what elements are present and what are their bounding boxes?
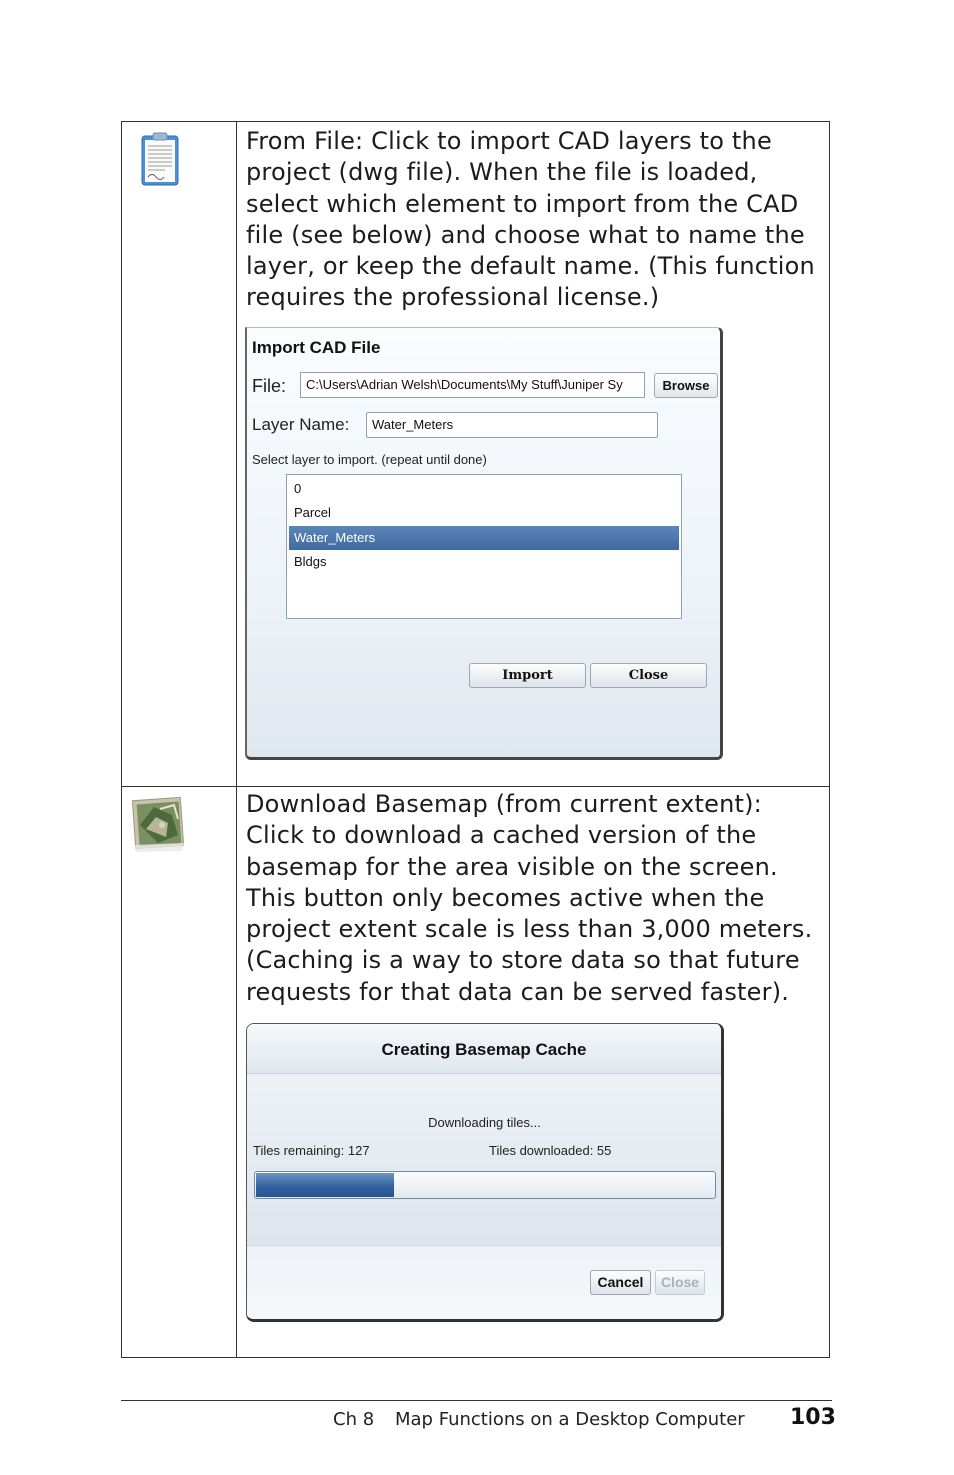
table-row-download-basemap [122,787,829,1357]
progress-bar [254,1171,716,1199]
import-button[interactable]: Import [469,663,586,688]
dialog-title: Import CAD File [252,338,381,357]
cancel-button[interactable]: Cancel [590,1270,651,1295]
import-cad-description: From File: Click to import CAD layers to the project (dwg file). When the file is loaded, select which element to import from the CAD file (see below) and choose what to name the layer, or keep the default name. (This function requires the professional license.) [246,127,815,312]
tiles-downloaded: Tiles downloaded: 55 [489,1143,612,1158]
footer-rule [121,1400,832,1401]
status-text: Downloading tiles... [428,1115,541,1130]
layer-list[interactable] [286,474,682,619]
dialog-header [247,1024,721,1074]
list-item-selected[interactable]: Water_Meters [289,526,679,550]
description-cell [237,787,829,1357]
import-cad-dialog [245,327,723,760]
progress-fill [256,1173,394,1197]
layer-name-label: Layer Name: [252,415,350,434]
clipboard-document-icon [141,132,179,186]
basemap-cache-dialog [246,1023,724,1322]
footer-chapter: Ch 8 [333,1409,375,1430]
icon-cell [122,122,237,786]
table-row-import-cad [122,122,829,787]
footer-chapter-title: Map Functions on a Desktop Computer [395,1409,745,1430]
icon-cell [122,787,237,1357]
close-button-disabled: Close [655,1270,705,1295]
feature-table [121,121,830,1358]
description-cell [237,122,829,786]
list-item[interactable]: Bldgs [294,554,327,569]
file-label: File: [252,376,287,396]
file-path-input[interactable]: C:\Users\Adrian Welsh\Documents\My Stuff\Juniper Sy [300,372,645,398]
map-download-icon [132,795,187,853]
tiles-remaining: Tiles remaining: 127 [253,1143,370,1158]
page-number: 103 [790,1405,836,1430]
dialog-title: Creating Basemap Cache [381,1040,587,1059]
download-basemap-description: Download Basemap (from current extent): Click to download a cached version of the basemap for the area visible on the screen. This button only becomes active when the project extent scale is less than 3,000 meters. (Caching is a way to store data so that future requests for that data can be served faster). [246,790,813,1006]
dialog-body [247,1075,721,1245]
select-layer-label: Select layer to import. (repeat until done) [252,452,487,467]
list-item[interactable]: Parcel [294,505,331,520]
list-item[interactable]: 0 [294,481,302,496]
close-button[interactable]: Close [590,663,707,688]
browse-button[interactable]: Browse [654,373,718,398]
layer-name-input[interactable]: Water_Meters [366,412,658,438]
